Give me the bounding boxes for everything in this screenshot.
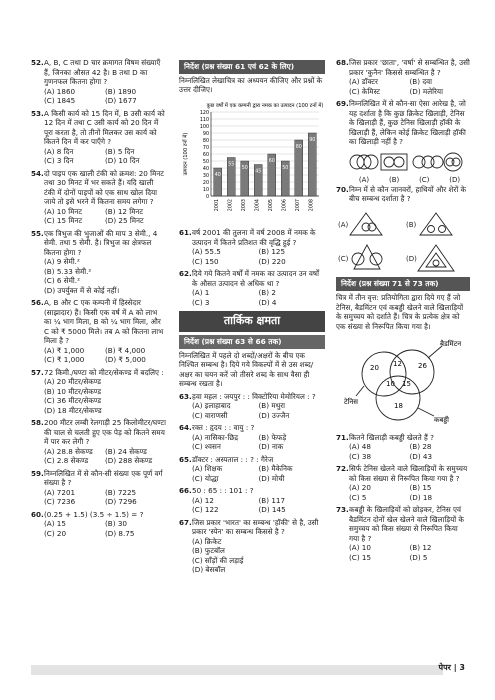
option: (A) डॉक्टर (349, 77, 378, 86)
options (31, 207, 166, 226)
x-tick-label: 2002 (228, 198, 234, 211)
options (31, 519, 166, 538)
question (31, 418, 166, 466)
options (31, 447, 166, 466)
column-left (31, 58, 166, 541)
option: (C) साँड़ों की लड़ाई (192, 555, 244, 565)
option: (D) 25 मिनट (105, 216, 144, 225)
bar-value-label: 55 (228, 162, 235, 168)
venn-label-badminton: बैडमिंटन (440, 340, 462, 348)
question-group-71-73 (336, 433, 470, 563)
bar-value-label: 45 (255, 169, 262, 175)
svg-text:10: 10 (386, 380, 395, 388)
question-number: 59. (31, 468, 44, 478)
y-tick-label: 30 (202, 173, 209, 179)
column-right (336, 58, 470, 565)
figure-69-labels: (A) (B) (C) (D) (358, 175, 461, 184)
option: (D) नाक (258, 442, 284, 452)
option: (C) 5 (349, 492, 367, 502)
option: (D) 8.75 (105, 528, 135, 538)
option: (A) 10 मिनट (44, 206, 83, 216)
question-number: 55. (31, 228, 44, 238)
option: (D) 4 (258, 297, 277, 307)
option: (B) 12 (409, 543, 432, 552)
y-axis-label: उत्पादन (100 टनों में) (183, 132, 189, 176)
question (336, 433, 470, 462)
question-text: दिये गये कितने वर्षों में नमक का उत्पादन उन वर्षों के औसत उत्पादन से अधिक था ? (192, 269, 319, 288)
option: (B) 24 सेकण्ड (105, 446, 147, 456)
question (31, 368, 166, 416)
question-text: कितने खिलाड़ी कबड्डी खेलते हैं ? (349, 432, 434, 442)
option: (C) 15 (349, 552, 372, 562)
option: (B) 28 (409, 442, 432, 451)
option: (C) 122 (192, 505, 219, 515)
footer-bar (31, 665, 443, 675)
y-tick-label: 10 (202, 187, 209, 193)
option: (D) 1677 (105, 96, 137, 105)
y-tick-label: 50 (202, 159, 209, 165)
option: (A) 12 (192, 495, 214, 505)
options (179, 537, 325, 575)
option: (A) 1 (192, 288, 210, 298)
options (31, 257, 166, 295)
question (31, 169, 166, 226)
x-tick-label: 2006 (282, 198, 288, 211)
page-number: पेपर | 3 (438, 663, 465, 672)
option: (A) 8 दिन (44, 146, 74, 156)
question (336, 58, 470, 96)
question-text: वर्ष 2001 की तुलना में वर्ष 2008 में नमक के उत्पादन में कितने प्रतिशत की वृद्धि हुई ? (192, 228, 316, 247)
figure-69-options (336, 150, 470, 174)
svg-text:(A): (A) (338, 220, 349, 229)
bar-value-label: 90 (309, 137, 316, 143)
question-number: 72. (336, 464, 349, 473)
question-number: 61. (179, 228, 192, 238)
y-tick-label: 20 (202, 180, 209, 186)
option: (D) उज्जैन (258, 410, 290, 420)
option: (B) 5.33 सेमी.² (44, 266, 92, 276)
column-middle (179, 58, 325, 578)
option: (B) 30 (105, 519, 127, 528)
svg-text:(C): (C) (338, 254, 349, 263)
bar-value-label: 80 (295, 144, 302, 150)
option: (B) 125 (258, 247, 286, 257)
options (179, 464, 325, 483)
directions-header-61-62: निर्देश (प्रश्न संख्या 61 एवं 62 के लिए) (179, 60, 325, 74)
option: (A) 55.5 (192, 247, 221, 257)
option: (B) 1890 (105, 86, 137, 96)
option: (C) 20 (44, 528, 67, 538)
options (336, 483, 470, 502)
question (179, 486, 325, 515)
option: (C) 38 (349, 451, 372, 461)
y-tick-label: 120 (199, 110, 209, 116)
question-text: कबड्डी के खिलाड़ियों को छोड़कर, टेनिस एवं बैडमिंटन दोनों खेल खेलने वाले खिलाड़ियों के समुच्चय को किस संख्या से निरूपित किया गया है ? (349, 505, 464, 543)
question-group-63-67 (179, 392, 325, 575)
option: (A) ₹ 1,000 (44, 345, 85, 355)
question-number: 66. (179, 486, 192, 496)
options (31, 377, 166, 415)
option: (A) शिक्षक (192, 464, 223, 474)
options (336, 77, 470, 96)
option: (C) 2.8 सेकण्ड (44, 456, 89, 465)
question-text: जिस प्रकार 'छाता', 'वर्षा' से सम्बन्धित है, उसी प्रकार 'कुनैन' किससे सम्बन्धित है ? (349, 58, 470, 77)
option: (D) 18 मीटर/सेकण्ड (44, 405, 102, 415)
option: (C) 7236 (44, 497, 76, 506)
y-tick-label: 110 (199, 117, 209, 123)
question-text: दो पाइप एक खाली टंकी को क्रमश: 20 मिनट तथा 30 मिनट में भर सकते हैं। यदि खाली टंकी में दोनों पाइपों को एक साथ खोल दिया जाये तो इसे भरने में कितना समय लगेगा ? (44, 168, 164, 206)
question-text: एक त्रिभुज की भुजाओं की माप 3 सेमी., 4 सेमी. तथा 5 सेमी. है। त्रिभुज का क्षेत्रफल कितना होगा ? (44, 228, 158, 257)
options (336, 442, 470, 461)
option: (C) 3 दिन (44, 156, 74, 165)
question-text: रक्त : हृदय : : वायु : ? (192, 423, 255, 433)
option: (A) 20 (349, 483, 371, 492)
options (179, 247, 325, 266)
option: (B) फेफड़े (258, 432, 287, 442)
bar-value-label: 60 (268, 158, 275, 164)
question-text: डॉक्टर : अस्पताल : : ? : गैरेज (192, 454, 274, 464)
option: (A) 7201 (44, 487, 76, 497)
option: (C) श्वसन (192, 442, 221, 452)
option: (C) ₹ 1,000 (44, 355, 85, 364)
question (31, 58, 166, 106)
option: (D) 7296 (105, 497, 137, 506)
question-text: A किसी कार्य को 15 दिन में, B उसी कार्य को 12 दिन में तथा C उसी कार्य को 20 दिन में पूरा करता है, तो तीनों मिलकर उस कार्य को कितने दिन में कर पाएँगे ? (44, 108, 165, 146)
option: (B) 12 मिनट (105, 206, 144, 216)
question-number: 54. (31, 168, 44, 178)
svg-text:(B): (B) (406, 220, 417, 229)
venn-label-kabaddi: कबड्डी (434, 416, 449, 424)
question (179, 392, 325, 421)
x-tick-label: 2003 (241, 198, 247, 211)
option: (A) 20 मीटर/सेकण्ड (44, 377, 102, 386)
question (179, 423, 325, 452)
question-text: हवा महल : जयपुर : : विक्टोरिया मेमोरियल : ? (192, 391, 316, 401)
option: (D) 5 (409, 552, 428, 562)
figure-70-options (336, 207, 470, 273)
option: (C) 3 (192, 297, 210, 307)
option: (A) 48 (349, 442, 371, 451)
y-tick-label: 0 (205, 194, 209, 200)
bar-value-label: 50 (282, 165, 289, 171)
question (31, 469, 166, 507)
question-70: 70. निम्न में से कौन जानवरों, हाथियों और शेरों के बीच सम्बन्ध दर्शाता है ? (336, 184, 466, 204)
y-tick-label: 80 (202, 138, 209, 144)
question-number: 69. (336, 99, 349, 108)
options (31, 346, 166, 365)
option: (B) 117 (258, 495, 286, 505)
question-number: 56. (31, 298, 44, 307)
directions-text-63-66: निम्नलिखित में पहले दो शब्दों/अक्षरों के बीच एक निश्चित सम्बन्ध है। दिये गये विकल्पों में से उस शब्द/अक्षर का चयन करें जो तीसरे शब्द के साथ वैसा ही सम्बन्ध रखता है। (179, 350, 314, 389)
question-number: 64. (179, 423, 192, 433)
question (31, 510, 166, 539)
question (31, 298, 166, 365)
options (179, 401, 325, 420)
question-number: 63. (179, 391, 192, 401)
question-text: 200 मीटर लम्बी रेलगाड़ी 25 किलोमीटर/घण्टा की चाल से चलती हुए एक पेड़ को कितने समय में पार कर लेगी ? (44, 418, 166, 446)
svg-text:20: 20 (370, 364, 379, 372)
venn-diagram (336, 334, 470, 430)
x-tick-label: 2008 (309, 198, 315, 211)
question (179, 228, 325, 266)
option: (C) 36 मीटर/सेकण्ड (44, 396, 102, 405)
directions-text-61-62: निम्नलिखित लेखाचित्र का अध्ययन कीजिए और प्रश्नों के उत्तर दीजिए। (179, 75, 323, 95)
y-tick-label: 40 (202, 166, 209, 172)
question-number: 53. (31, 108, 44, 118)
option: (C) 6 सेमी.² (44, 276, 80, 285)
option: (A) 15 (44, 519, 66, 528)
options (179, 433, 325, 452)
question-number: 57. (31, 367, 44, 377)
option: (B) फुटबॉल (192, 546, 225, 556)
question-number: 71. (336, 432, 349, 442)
option: (B) 2 (258, 288, 276, 298)
question-text: निम्नलिखित में से कौन-सा ऐसा आरेख है, जो यह दर्शाता है कि कुछ क्रिकेट खिलाड़ी, टेनिस के खिलाड़ी हैं, कुछ टेनिस खिलाड़ी हॉकी के खिलाड़ी हैं, लेकिन कोई क्रिकेट खिलाड़ी हॉकी का खिलाड़ी नहीं है ? (349, 99, 466, 146)
question-number: 73. (336, 505, 349, 514)
directions-header-71-73: निर्देश (प्रश्न संख्या 71 से 73 तक) (336, 277, 470, 291)
section-title: तार्किक क्षमता (179, 311, 325, 332)
question-number: 60. (31, 509, 44, 519)
question (179, 518, 325, 575)
option: (B) 7225 (105, 487, 137, 497)
directions-header-63-66: निर्देश (प्रश्न संख्या 63 से 66 तक) (179, 335, 325, 349)
y-tick-label: 60 (202, 152, 209, 158)
option: (B) 10 मीटर/सेकण्ड (44, 386, 102, 396)
x-tick-label: 2005 (268, 198, 274, 211)
options (179, 288, 325, 307)
y-tick-label: 70 (202, 145, 209, 151)
option: (C) योद्धा (192, 473, 219, 483)
x-tick-label: 2004 (255, 198, 261, 211)
question (31, 229, 166, 296)
option: (D) मलेरिया (409, 86, 443, 96)
y-tick-label: 100 (199, 124, 209, 130)
option: (A) 10 (349, 543, 371, 552)
y-tick-label: 90 (202, 131, 209, 137)
option: (D) 18 (409, 492, 433, 502)
question-text: (0.25 + 1.5) (3.5 ÷ 1.5) = ? (44, 509, 144, 519)
svg-text:15: 15 (402, 380, 411, 388)
option: (C) 15 मिनट (44, 216, 83, 225)
svg-text:18: 18 (394, 402, 403, 410)
option: (B) 5 दिन (105, 146, 135, 156)
question-group-68-69 (336, 58, 470, 147)
question (179, 455, 325, 484)
option: (B) दवा (409, 77, 432, 86)
option: (C) 150 (192, 256, 219, 266)
svg-text:(D): (D) (406, 254, 417, 263)
venn-options-69-icon (349, 150, 465, 174)
option: (A) इलाहाबाद (192, 401, 231, 411)
options (31, 147, 166, 166)
question-text: 72 किमी./घण्टा को मीटर/सेकण्ड में बदलिए : (44, 367, 164, 377)
x-tick-label: 2001 (214, 198, 220, 211)
option: (D) 220 (258, 256, 286, 266)
option: (D) ₹ 5,000 (105, 355, 146, 364)
option: (D) 10 दिन (105, 156, 140, 165)
option: (B) मथुरा (258, 401, 286, 411)
options (336, 543, 470, 562)
option: (C) वाराणसी (192, 410, 228, 420)
x-tick-label: 2007 (295, 198, 301, 211)
option: (A) क्रिकेट (192, 536, 222, 546)
options (31, 87, 166, 106)
option: (A) नासिका-छिद्र (192, 432, 239, 442)
svg-text:12: 12 (393, 360, 402, 368)
question-number: 67. (179, 517, 192, 527)
question-text: A, B, C तथा D चार क्रमागत विषम संख्याएँ हैं, जिनका औसत 42 है। B तथा D का गुणनफल कितना होगा ? (44, 58, 161, 86)
chart-title: कुछ वर्षों में एक कम्पनी द्वारा नमक का उत्पादन (100 टनों में) (206, 102, 324, 109)
bar-value-label: 50 (241, 165, 248, 171)
question-text: सिर्फ टेनिस खेलने वाले खिलाड़ियों के समुच्चय को किस संख्या से निरूपित किया गया है ? (349, 464, 468, 483)
option: (A) 1860 (44, 86, 76, 96)
question (336, 99, 470, 147)
option: (D) 145 (258, 505, 286, 515)
question-text: A, B और C एक कम्पनी में हिस्सेदार (साझादार) हैं। किसी एक वर्ष में A को लाभ का ¼ भाग मिला, B को ¼ भाग मिला, और C को ₹ 5000 मिले। तब A को कितना लाभ मिला है ? (44, 298, 164, 345)
question-number: 68. (336, 58, 349, 67)
options (31, 488, 166, 507)
option: (B) ₹ 4,000 (105, 345, 146, 355)
venn-label-tennis: टेनिस (344, 398, 358, 406)
question (31, 109, 166, 166)
option: (C) 1845 (44, 96, 76, 105)
option: (D) 288 सेकण्ड (105, 456, 153, 465)
question-number: 52. (31, 58, 44, 67)
option: (B) 15 (409, 483, 432, 492)
option: (A) 28.8 सेकण्ड (44, 446, 93, 456)
bar-chart (179, 98, 325, 226)
directions-text-71-73: चित्र में तीन वृत्त: प्रतियोगिता द्वारा दिये गए हैं जो टेनिस, बैडमिंटन एवं कबड्डी खेलने वाले खिलाड़ियों के समुच्चय को दर्शाते हैं। चित्र के प्रत्येक क्षेत्र को एक संख्या से निरूपित किया गया है। (336, 293, 464, 331)
question-text: निम्नलिखित में से कौन-सी संख्या एक पूर्ण वर्ग संख्या है ? (44, 468, 163, 487)
option: (D) उपर्युक्त में से कोई नहीं। (44, 285, 120, 295)
option: (D) मोची (258, 473, 285, 483)
option: (D) 43 (409, 451, 433, 461)
question (336, 464, 470, 502)
question-number: 62. (179, 269, 192, 279)
question-number: 65. (179, 454, 192, 464)
question-text: 50 : 65 : : 101 : ? (192, 486, 254, 496)
question (179, 269, 325, 307)
question-group-61-62 (179, 228, 325, 307)
question-text: जिस प्रकार 'भारत' का सम्बन्ध 'हॉकी' से है, उसी प्रकार 'स्पेन' का सम्बन्ध किससे है ? (192, 517, 319, 537)
bar-value-label: 40 (214, 172, 221, 178)
option: (D) बेसबॉल (192, 565, 226, 575)
option: (C) केमिस्ट (349, 86, 381, 96)
option: (B) मैकेनिक (258, 464, 293, 474)
page-footer (0, 662, 495, 678)
svg-text:26: 26 (418, 362, 427, 370)
option: (A) 9 सेमी.² (44, 257, 80, 266)
question-number: 58. (31, 418, 44, 427)
question (336, 505, 470, 562)
options (179, 496, 325, 515)
